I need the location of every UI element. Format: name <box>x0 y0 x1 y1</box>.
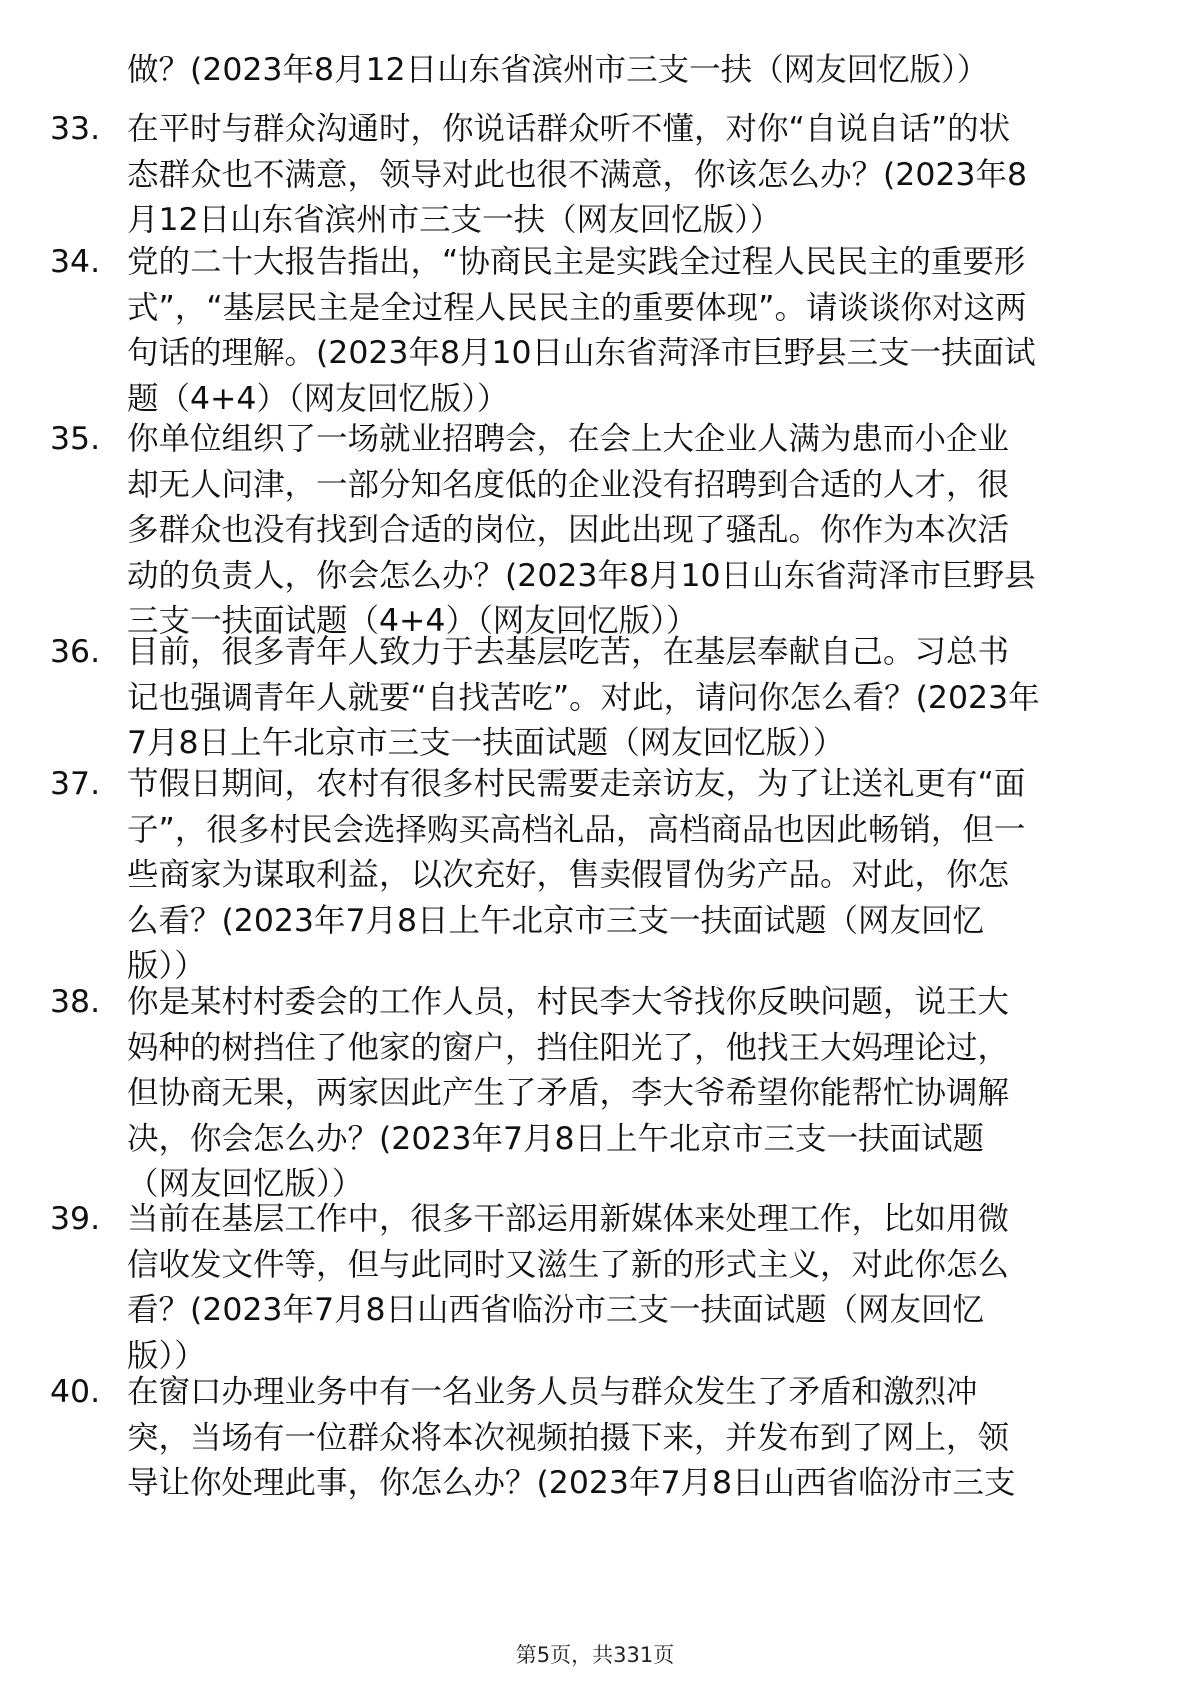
question-line: 当前在基层工作中，很多干部运用新媒体来处理工作，比如用微 <box>127 1201 1010 1237</box>
question-line: 句话的理解。(2023年8月10日山东省菏泽市巨野县三支一扶面试 <box>127 335 1036 371</box>
question-text <box>127 1197 1009 1379</box>
question-line: 但协商无果，两家因此产生了矛盾，李大爷希望你能帮忙协调解 <box>127 1075 1010 1111</box>
question-text <box>127 107 1027 244</box>
page-footer: 第5页，共331页 <box>515 1643 675 1667</box>
question-line: 么看？(2023年7月8日上午北京市三支一扶面试题（网友回忆 <box>127 902 985 939</box>
question-line: 些商家为谋取利益，以次充好，售卖假冒伪劣产品。对此，你怎 <box>127 857 1010 893</box>
question-text <box>127 980 1009 1208</box>
question-line: 子”，很多村民会选择购买高档礼品，高档商品也因此畅销，但一 <box>127 811 1026 848</box>
question-number: 33. <box>50 111 101 147</box>
question-line: 版）） <box>127 948 206 984</box>
question-line: 在窗口办理业务中有一名业务人员与群众发生了矛盾和激烈冲 <box>127 1374 978 1410</box>
question-line: 你单位组织了一场就业招聘会，在会上大企业人满为患而小企业 <box>127 421 1010 457</box>
question-line: 多群众也没有找到合适的岗位，因此出现了骚乱。你作为本次活 <box>127 512 1010 548</box>
question-line: 式”，“基层民主是全过程人民民主的重要体现”。请谈谈你对这两 <box>127 289 1027 326</box>
question-line: 态群众也不满意，领导对此也很不满意，你该怎么办？(2023年8 <box>127 156 1027 193</box>
question-line: 月12日山东省滨州市三支一扶（网友回忆版）） <box>127 202 782 238</box>
question-number: 37. <box>50 766 101 802</box>
question-number: 36. <box>50 634 101 670</box>
question-text <box>127 240 1036 422</box>
question-text <box>127 1370 1016 1507</box>
question-line: 你是某村村委会的工作人员，村民李大爷找你反映问题，说王大 <box>127 984 1010 1020</box>
question-number: 38. <box>50 984 101 1020</box>
question-number: 40. <box>50 1374 101 1410</box>
question-line: 版）） <box>127 1337 206 1374</box>
question-line: 动的负责人，你会怎么办？(2023年8月10日山东省菏泽市巨野县 <box>127 557 1036 594</box>
question-line: 目前，很多青年人致力于去基层吃苦，在基层奉献自己。习总书 <box>127 634 1010 670</box>
continued-question-text: 做？(2023年8月12日山东省滨州市三支一扶（网友回忆版）） <box>127 52 989 88</box>
question-line: 题（4+4）（网友回忆版）） <box>127 380 509 417</box>
question-text <box>127 762 1025 990</box>
question-line: 妈种的树挡住了他家的窗户，挡住阳光了，他找王大妈理论过， <box>127 1029 1010 1066</box>
question-number: 35. <box>50 421 101 457</box>
question-line: 在平时与群众沟通时，你说话群众听不懂，对你“自说自话”的状 <box>127 111 1011 147</box>
question-line: 看？(2023年7月8日山西省临汾市三支一扶面试题（网友回忆 <box>127 1292 985 1328</box>
question-line: 突，当场有一位群众将本次视频拍摄下来，并发布到了网上，领 <box>127 1419 1010 1456</box>
question-line: 决，你会怎么办？(2023年7月8日上午北京市三支一扶面试题 <box>127 1120 985 1157</box>
question-line: （网友回忆版）） <box>127 1166 364 1202</box>
question-number: 34. <box>50 244 101 280</box>
question-text <box>127 417 1036 645</box>
question-line: 却无人问津，一部分知名度低的企业没有招聘到合适的人才，很 <box>127 466 1010 503</box>
question-line: 三支一扶面试题（4+4）（网友回忆版）） <box>127 603 698 639</box>
question-line: 节假日期间，农村有很多村民需要走亲访友，为了让送礼更有“面 <box>127 766 1026 802</box>
question-text <box>127 630 1040 767</box>
question-line: 信收发文件等，但与此同时又滋生了新的形式主义，对此你怎么 <box>127 1246 1010 1283</box>
question-line: 7月8日上午北京市三支一扶面试题（网友回忆版）） <box>127 725 845 761</box>
question-line: 导让你处理此事，你怎么办？(2023年7月8日山西省临汾市三支 <box>127 1465 1016 1501</box>
question-line: 党的二十大报告指出，“协商民主是实践全过程人民民主的重要形 <box>127 244 1026 280</box>
question-number: 39. <box>50 1201 101 1237</box>
question-line: 记也强调青年人就要“自找苦吃”。对此，请问你怎么看？(2023年 <box>127 679 1040 716</box>
